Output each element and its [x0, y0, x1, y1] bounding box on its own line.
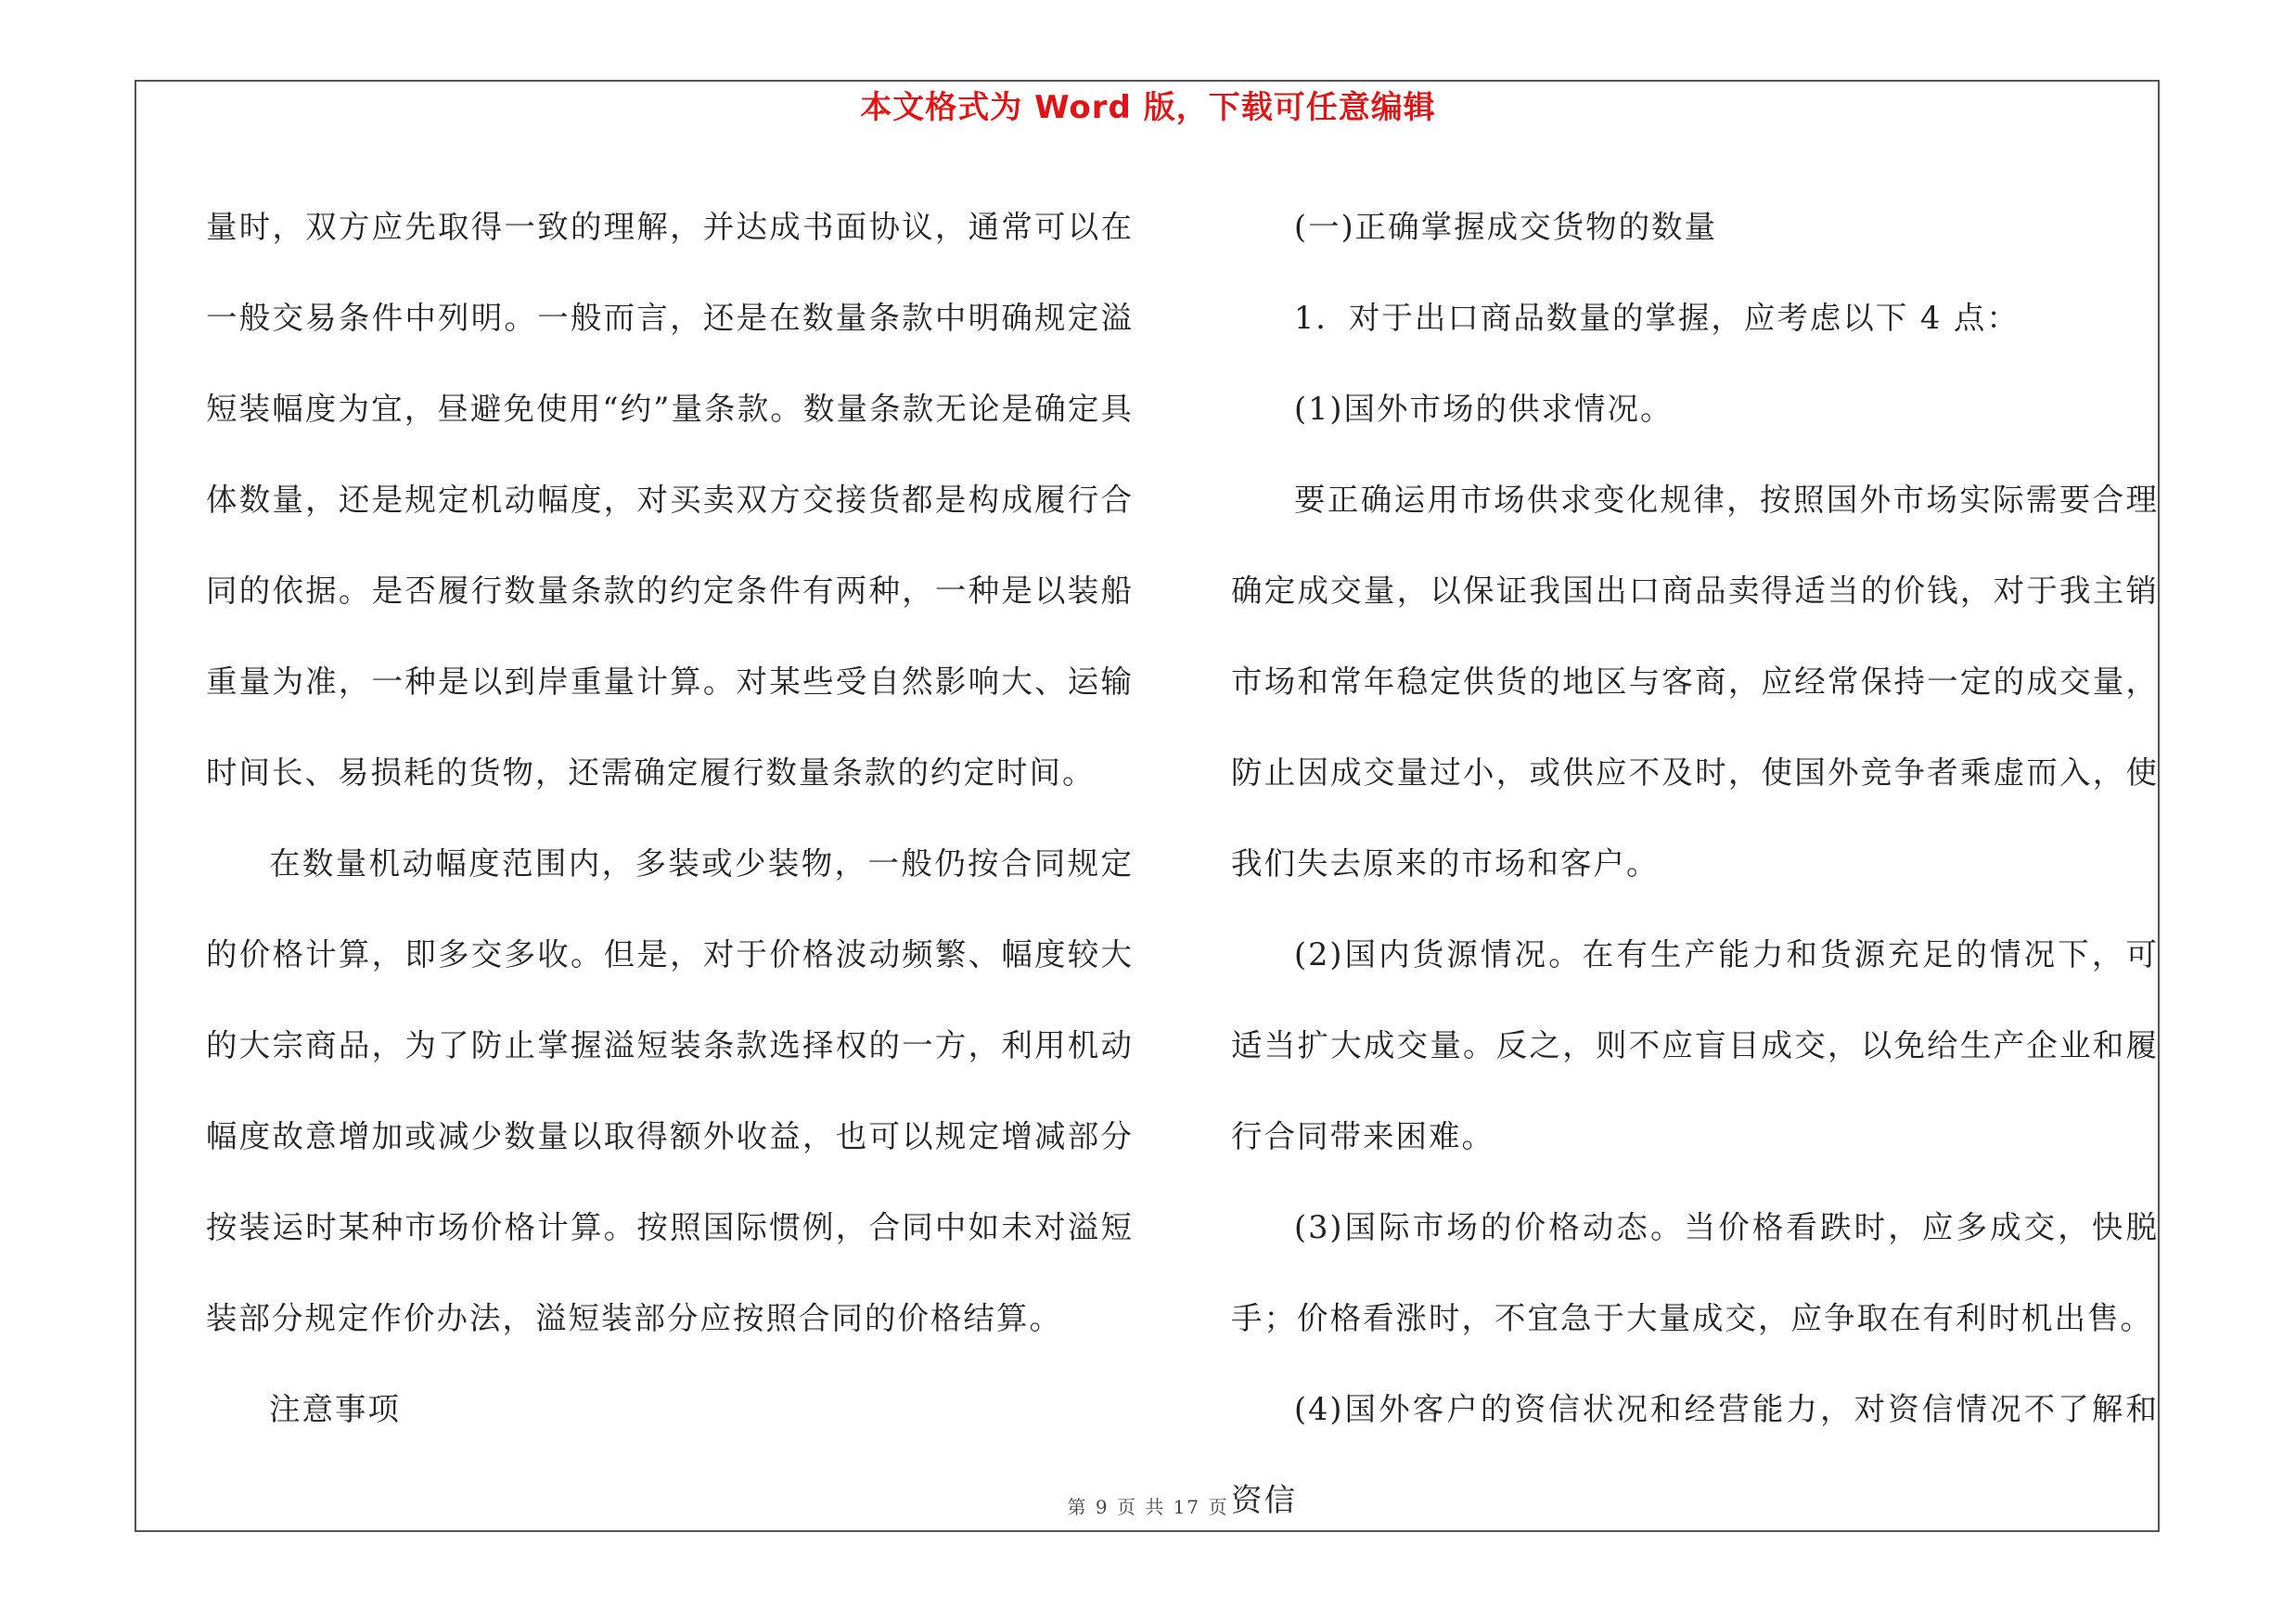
paragraph: 1．对于出口商品数量的掌握，应考虑以下 4 点： [1294, 300, 2020, 336]
paragraph: (2)国内货源情况。在有生产能力和货源充足的情况下，可适当扩大成交量。反之，则不应盲目成交，以免给生产企业和履行合同带来困难。 [1231, 936, 2159, 1154]
paragraph: 要正确运用市场供求变化规律，按照国外市场实际需要合理确定成交量，以保证我国出口商品卖得适当的价钱，对于我主销市场和常年稳定供货的地区与客商，应经常保持一定的成交量，防止因成交量过小，或供应不及时，使国外竞争者乘虚而入，使我们失去原来的市场和客户。 [1231, 482, 2159, 882]
paragraph: (4)国外客户的资信状况和经营能力，对资信情况不了解和资信 [1231, 1391, 2159, 1518]
page-number-footer: 第 9 页 共 17 页 [1067, 1496, 1229, 1518]
right-text-column [1231, 182, 2159, 1546]
paragraph: (1)国外市场的供求情况。 [1294, 391, 1674, 427]
section-heading: 注意事项 [269, 1391, 401, 1427]
paragraph: 在数量机动幅度范围内，多装或少装物，一般仍按合同规定的价格计算，即多交多收。但是，对于价格波动频繁、幅度较大的大宗商品，为了防止掌握溢短装条款选择权的一方，利用机动幅度故意增加或减少数量以取得额外收益，也可以规定增减部分按装运时某种市场价格计算。按照国际惯例，合同中如未对溢短装部分规定作价办法，溢短装部分应按照合同的价格结算。 [206, 845, 1134, 1336]
format-notice-banner: 本文格式为 Word 版，下载可任意编辑 [860, 89, 1436, 126]
paragraph: (3)国际市场的价格动态。当价格看跌时，应多成交，快脱手；价格看涨时，不宜急于大量成交，应争取在有利时机出售。 [1231, 1209, 2159, 1336]
left-text-column [206, 182, 1134, 1455]
paragraph: 量时，双方应先取得一致的理解，并达成书面协议，通常可以在一般交易条件中列明。一般而言，还是在数量条款中明确规定溢短装幅度为宜，昼避免使用“约”量条款。数量条款无论是确定具体数量，还是规定机动幅度，对买卖双方交接货都是构成履行合同的依据。是否履行数量条款的约定条件有两种，一种是以装船重量为准，一种是以到岸重量计算。对某些受自然影响大、运输时间长、易损耗的货物，还需确定履行数量条款的约定时间。 [206, 209, 1134, 791]
section-heading: (一)正确掌握成交货物的数量 [1294, 209, 1718, 245]
